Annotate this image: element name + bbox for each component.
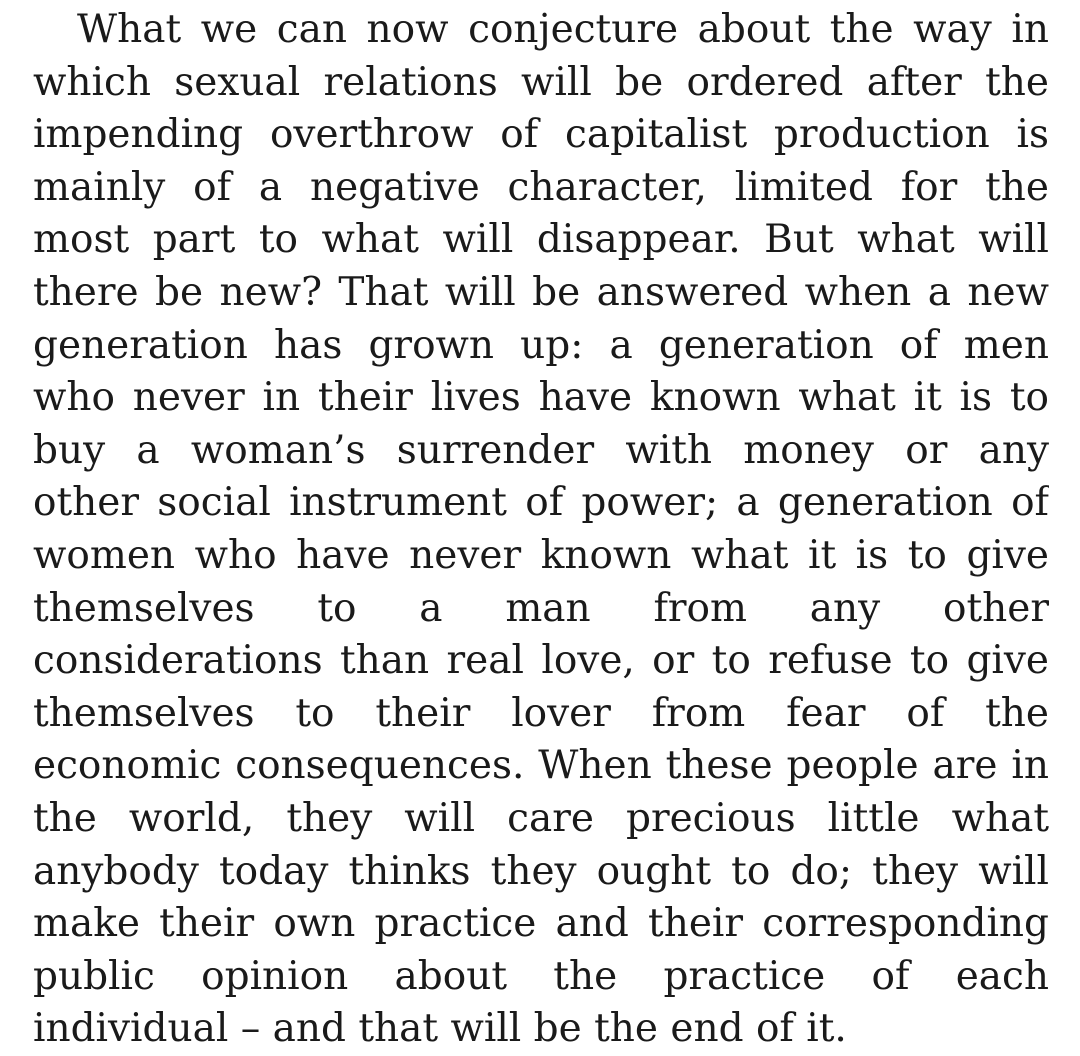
paragraph-line: make their own practice and their corresponding [33,901,1049,947]
paragraph-line: there be new? That will be answered when a new [33,269,1049,315]
paragraph-line: the world, they will care precious little what [33,795,1049,841]
paragraph-line: generation has grown up: a generation of men [33,322,1049,368]
paragraph-line: women who have never known what it is to give [33,532,1049,578]
paragraph-line: anybody today thinks they ought to do; they will [33,848,1049,894]
paragraph-line: which sexual relations will be ordered after the [33,59,1049,105]
paragraph-line: themselves to a man from any other [33,585,1049,631]
paragraph-line: buy a woman’s surrender with money or any [33,427,1049,473]
paragraph-line: considerations than real love, or to refuse to give [33,638,1049,684]
paragraph-line: mainly of a negative character, limited for the [33,164,1049,210]
body-paragraph [33,4,1049,1056]
paragraph-line: individual – and that will be the end of it. [33,1006,847,1052]
paragraph-line: themselves to their lover from fear of the [33,690,1049,736]
paragraph-line: most part to what will disappear. But what will [33,217,1049,263]
paragraph-line: What we can now conjecture about the way in [77,7,1049,52]
paragraph-line: impending overthrow of capitalist production is [33,112,1049,158]
text-page [33,4,1049,1056]
paragraph-line: who never in their lives have known what it is to [33,375,1049,421]
paragraph-line: public opinion about the practice of each [33,953,1049,999]
paragraph-line: other social instrument of power; a generation of [33,480,1049,526]
paragraph-line: economic consequences. When these people are in [33,743,1049,789]
